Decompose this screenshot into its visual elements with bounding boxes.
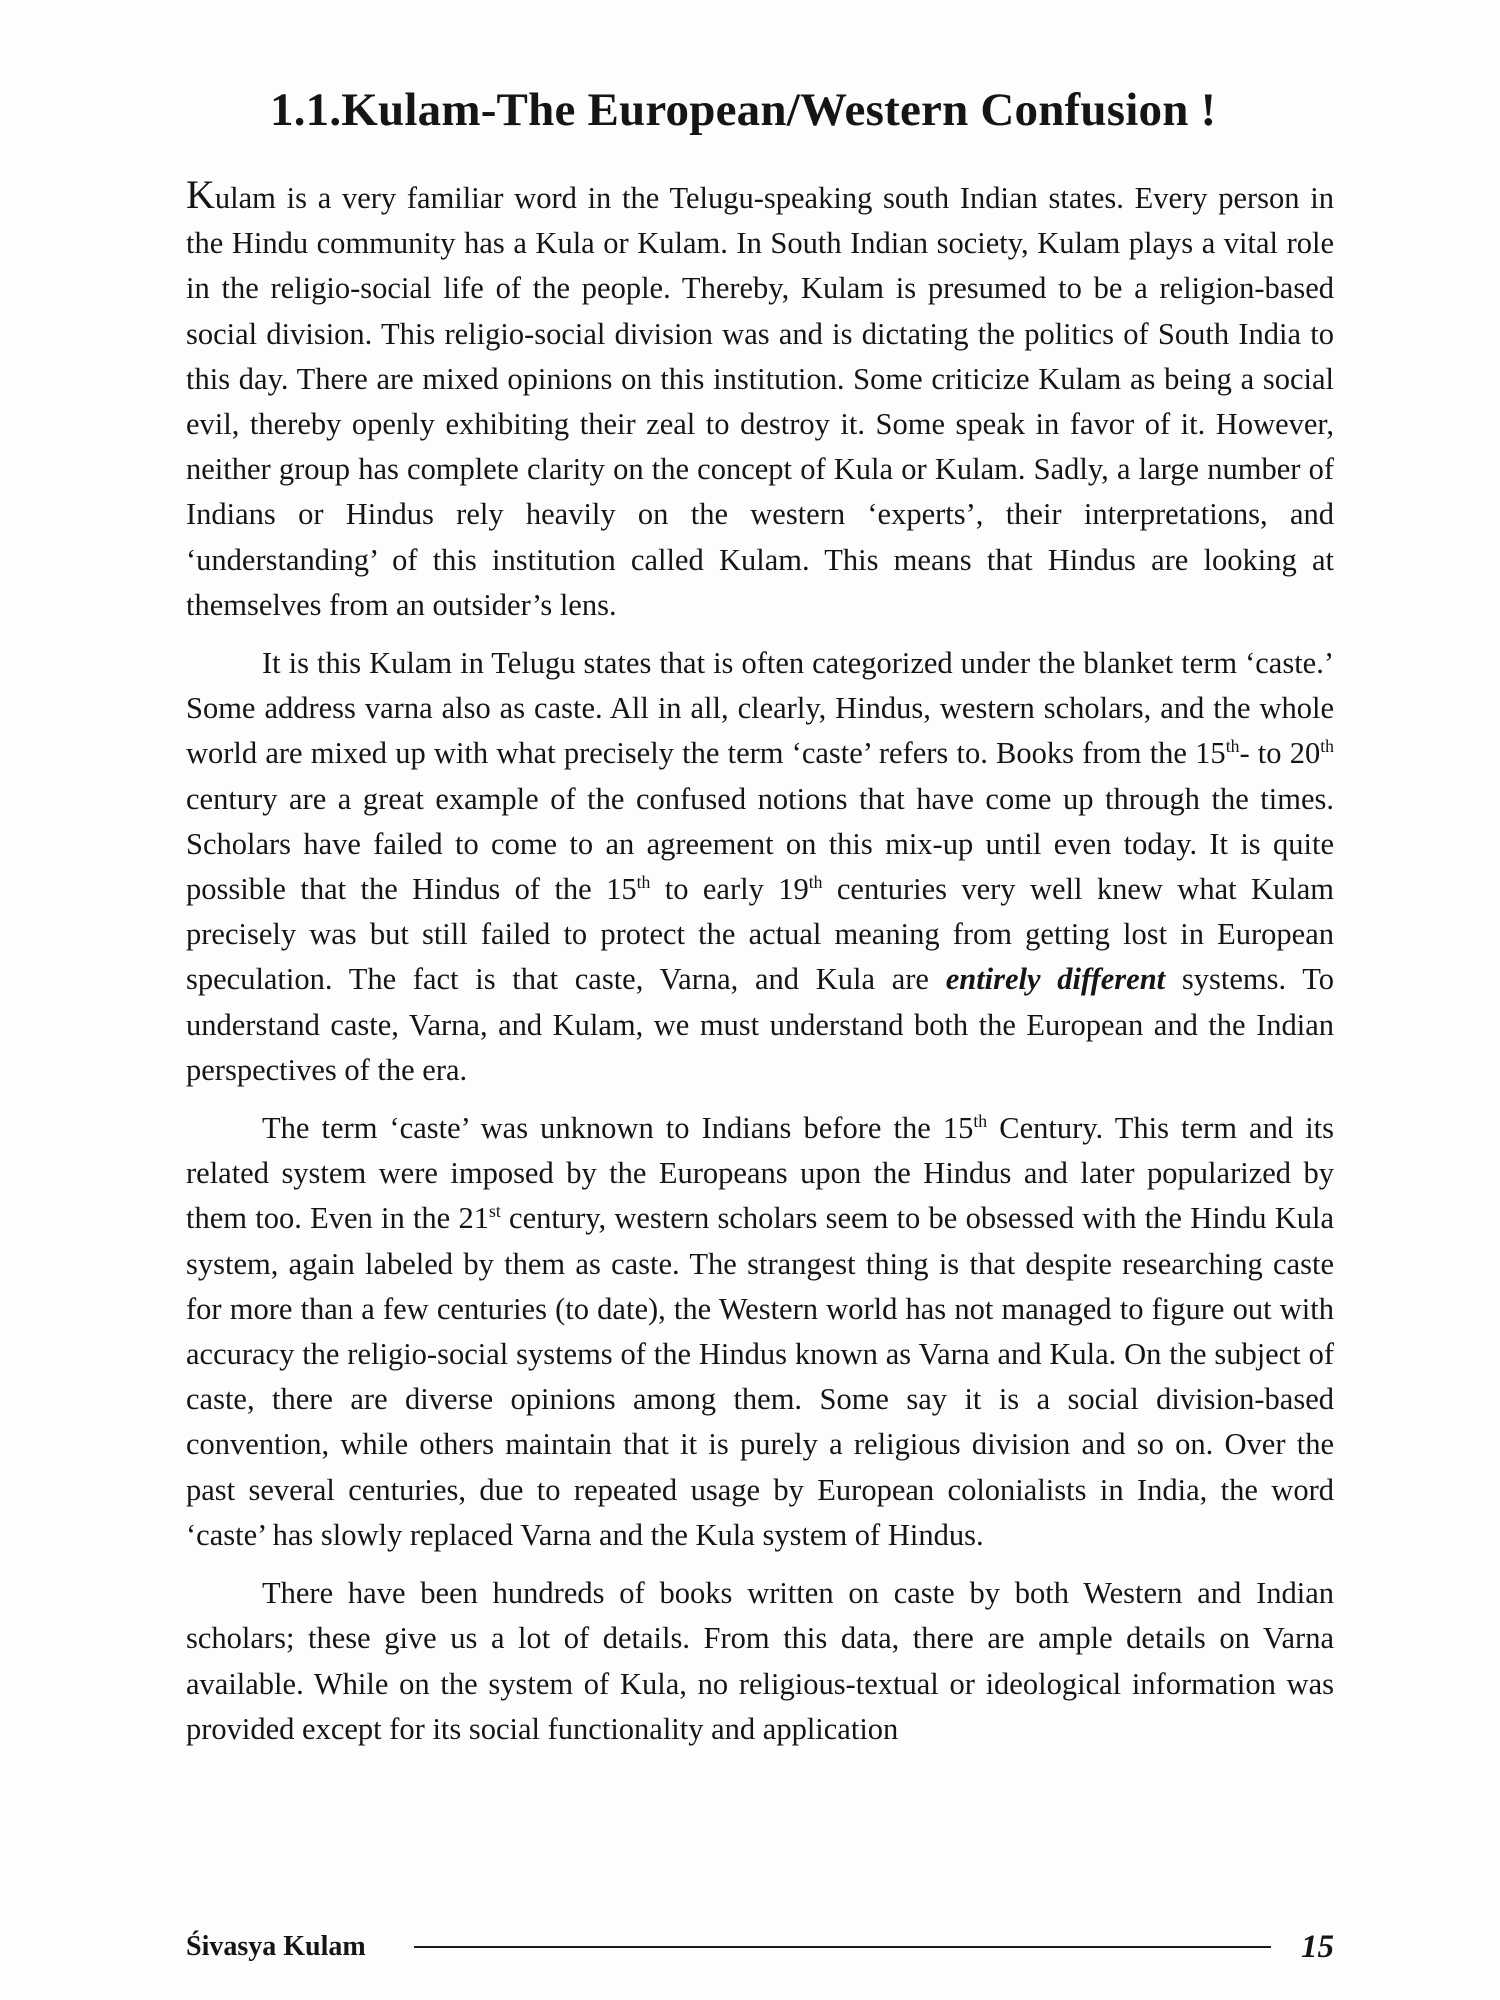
running-footer-title: Śivasya Kulam bbox=[186, 1931, 366, 1962]
section-title: 1.1.Kulam-The European/Western Confusion ! bbox=[270, 84, 1217, 136]
ordinal-suffix: th bbox=[1320, 736, 1335, 757]
paragraph-4-text: There have been hundreds of books written on caste by both Western and Indian scholars; these give us a lot of details. From this data, there are ample details on Varna available. While on the system of Kula, no religious-textual or ideological information was provided except for its social functionality and application bbox=[186, 1576, 1334, 1746]
paragraph-4 bbox=[186, 1571, 1334, 1752]
ordinal-suffix: th bbox=[636, 871, 651, 892]
emphasis-text: entirely different bbox=[945, 962, 1166, 997]
paragraph-1-text: ulam is a very familiar word in the Telugu-speaking south Indian states. Every person in the Hindu community has a Kula or Kulam. In South Indian society, Kulam plays a vital role in the religio-social life of the people. Thereby, Kulam is presumed to be a religion-based social division. This religio-social division was and is dictating the politics of South India to this day. There are mixed opinions on this institution. Some criticize Kulam as being a social evil, thereby openly exhibiting their zeal to destroy it. Some speak in favor of it. However, neither group has complete clarity on the concept of Kula or Kulam. Sadly, a large number of Indians or Hindus rely heavily on the western ‘experts’, their interpretations, and ‘understanding’ of this institution called Kulam. This means that Hindus are looking at themselves from an outsider’s lens. bbox=[186, 181, 1334, 622]
paragraph-3-text-2: Century. This term and its related system were imposed by the Europeans upon the Hindus and later popularized by them too. Even in the 21 bbox=[186, 1111, 1335, 1236]
paragraph-2 bbox=[186, 641, 1334, 1093]
drop-cap: K bbox=[186, 172, 215, 217]
page-number: 15 bbox=[1301, 1928, 1334, 1965]
page-footer bbox=[186, 1925, 1334, 1969]
paragraph-2-text-3: century are a great example of the confused notions that have come up through the times. Scholars have failed to come to an agreement on this mix-up until even today. It is quite possible that the Hindus of the 15 bbox=[186, 781, 1334, 907]
ordinal-suffix: st bbox=[488, 1201, 501, 1222]
paragraph-3 bbox=[186, 1106, 1334, 1558]
paragraph-2-text-5: centuries very well knew what Kulam precisely was but still failed to protect the actual meaning from getting lost in European speculation. The fact is that caste, Varna, and Kula are bbox=[186, 872, 1334, 997]
paragraph-2-text-1: It is this Kulam in Telugu states that is often categorized under the blanket term ‘caste.’ Some address varna also as caste. All in all, clearly, Hindus, western scholars, and the whole world are mixed up with what precisely the term ‘caste’ refers to. Books from the 15 bbox=[186, 646, 1334, 771]
paragraph-2-text-6: systems. To understand caste, Varna, and Kulam, we must understand both the European and the Indian perspectives of the era. bbox=[186, 962, 1334, 1087]
footer-rule bbox=[414, 1946, 1271, 1948]
paragraph-2-text-2: - to 20 bbox=[1239, 736, 1321, 771]
paragraph-3-text-3: century, western scholars seem to be obsessed with the Hindu Kula system, again labeled by them as caste. The strangest thing is that despite researching caste for more than a few centuries (to date), the Western world has not managed to figure out with accuracy the religio-social systems of the Hindus known as Varna and Kula. On the subject of caste, there are diverse opinions among them. Some say it is a social division-based convention, while others maintain that it is purely a religious division and so on. Over the past several centuries, due to repeated usage by European colonialists in India, the word ‘caste’ has slowly replaced Varna and the Kula system of Hindus. bbox=[186, 1201, 1334, 1552]
paragraph-3-text-1: The term ‘caste’ was unknown to Indians before the 15 bbox=[262, 1111, 974, 1146]
ordinal-suffix: th bbox=[808, 871, 823, 892]
ordinal-suffix: th bbox=[973, 1110, 988, 1131]
paragraph-2-text-4: to early 19 bbox=[650, 872, 809, 907]
paragraph-1 bbox=[186, 172, 1334, 628]
page-body bbox=[186, 82, 1334, 1765]
ordinal-suffix: th bbox=[1225, 736, 1240, 757]
